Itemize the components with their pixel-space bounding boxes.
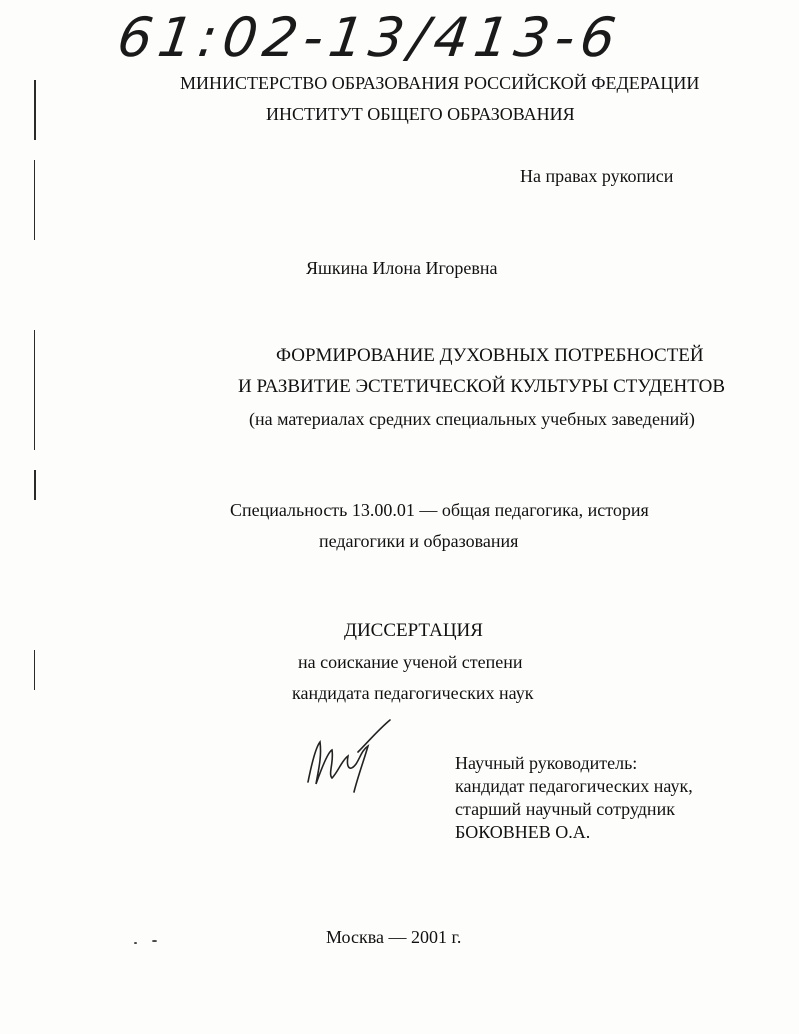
archive-number: 61:02-13/413-6 — [113, 6, 626, 69]
supervisor-degree: кандидат педагогических наук, — [455, 776, 693, 796]
scan-margin-line — [34, 80, 36, 140]
title-line-1: ФОРМИРОВАНИЕ ДУХОВНЫХ ПОТРЕБНОСТЕЙ — [276, 345, 704, 366]
degree-line-2: кандидата педагогических наук — [292, 683, 534, 703]
scan-speck — [134, 942, 137, 944]
institute-heading: ИНСТИТУТ ОБЩЕГО ОБРАЗОВАНИЯ — [266, 104, 575, 124]
supervisor-position: старший научный сотрудник — [455, 799, 675, 819]
signature-icon — [298, 712, 398, 802]
ministry-heading: МИНИСТЕРСТВО ОБРАЗОВАНИЯ РОССИЙСКОЙ ФЕДЕРАЦИИ — [180, 73, 700, 93]
title-line-2: И РАЗВИТИЕ ЭСТЕТИЧЕСКОЙ КУЛЬТУРЫ СТУДЕНТОВ — [238, 376, 725, 397]
scan-margin-line — [34, 330, 35, 450]
specialty-line-2: педагогики и образования — [319, 531, 519, 551]
rights-note: На правах рукописи — [520, 166, 674, 186]
title-subtitle: (на материалах средних специальных учебных заведений) — [249, 409, 695, 429]
scan-speck — [152, 940, 157, 942]
degree-line-1: на соискание ученой степени — [298, 652, 523, 672]
specialty-line-1: Специальность 13.00.01 — общая педагогика, история — [230, 500, 649, 520]
supervisor-name: БОКОВНЕВ О.А. — [455, 822, 591, 842]
scan-margin-line — [34, 160, 35, 240]
supervisor-label: Научный руководитель: — [455, 753, 638, 773]
scan-margin-line — [34, 650, 35, 690]
work-type: ДИССЕРТАЦИЯ — [344, 620, 483, 641]
city-year: Москва — 2001 г. — [326, 927, 462, 947]
scan-margin-line — [34, 470, 36, 500]
author-name: Яшкина Илона Игоревна — [306, 258, 498, 278]
